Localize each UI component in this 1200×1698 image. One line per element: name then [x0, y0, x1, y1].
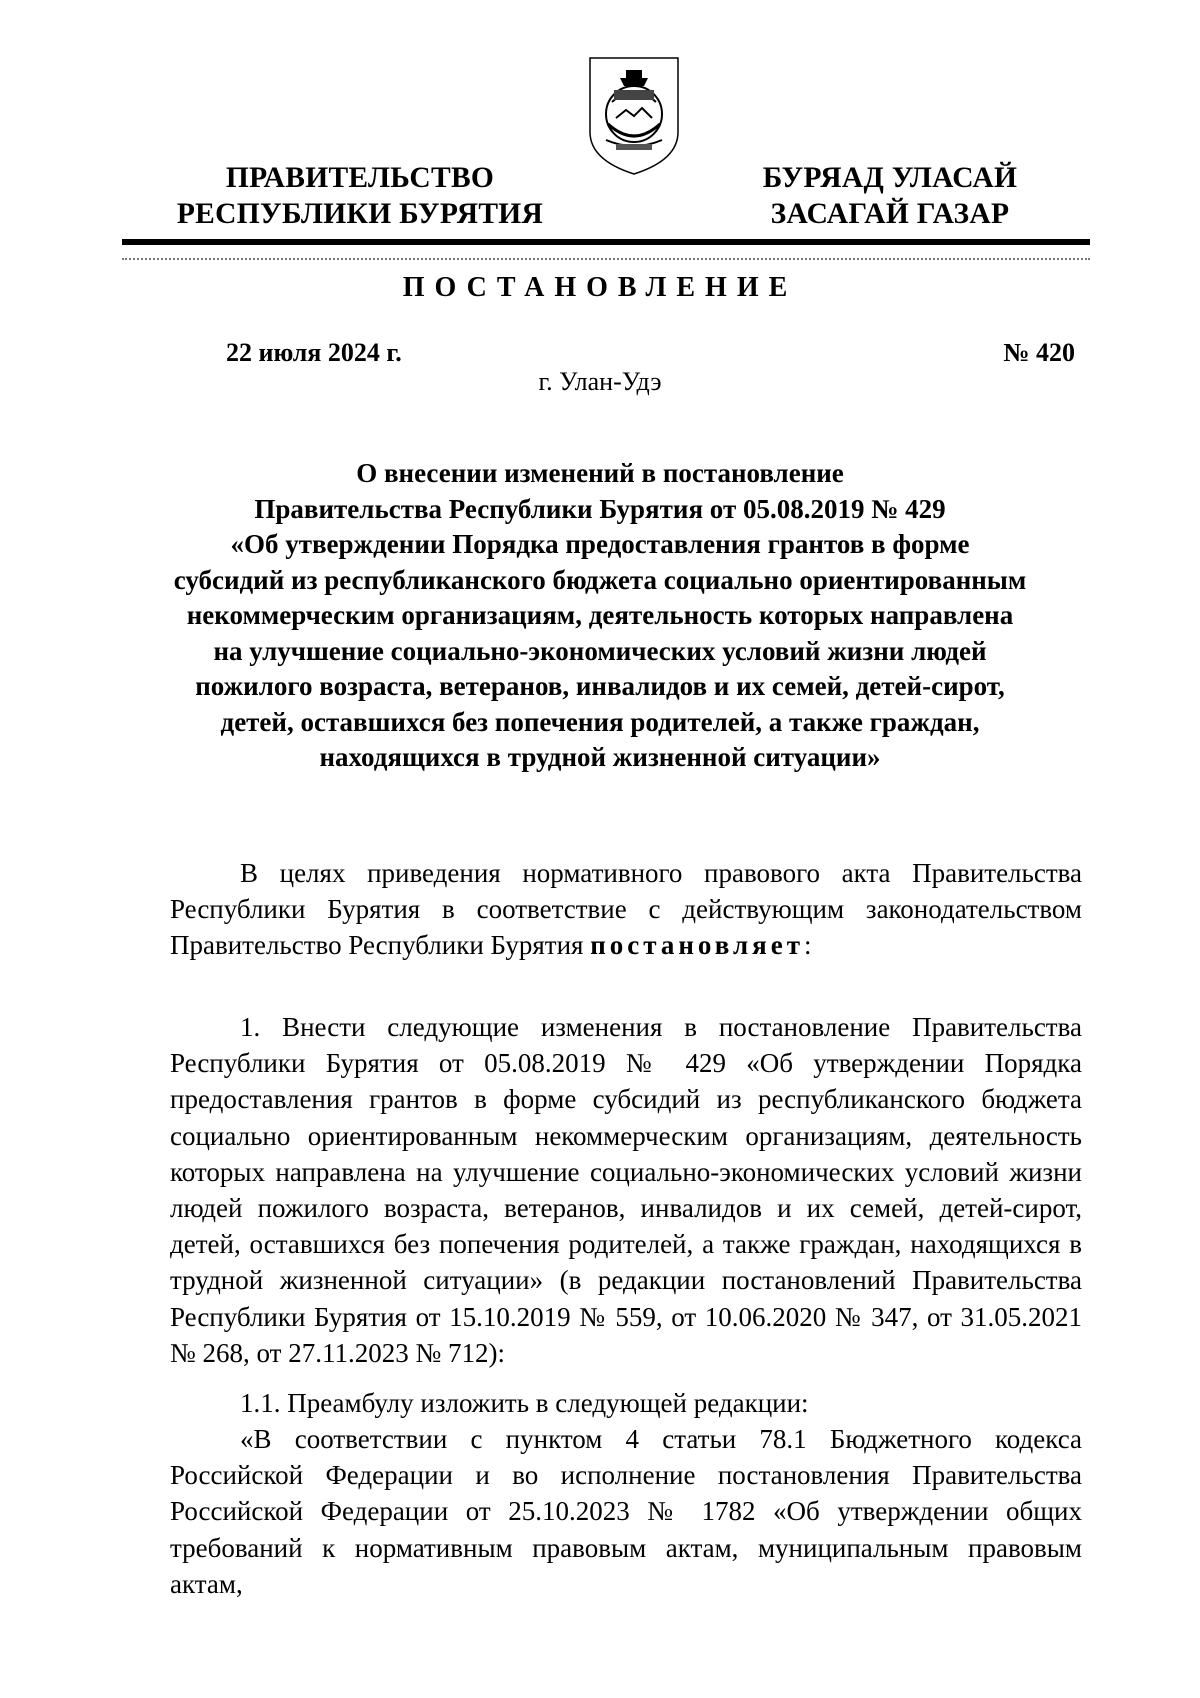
item-1-1-paragraph: 1.1. Преамбулу изложить в следующей редакции:: [240, 1388, 809, 1418]
title-line: субсидий из республиканского бюджета социально ориентированным: [173, 564, 1027, 595]
title-line: детей, оставшихся без попечения родителей, а также граждан,: [220, 706, 980, 737]
title-line: «Об утверждении Порядка предоставления грантов в форме: [230, 529, 970, 559]
preamble-paragraph: [170, 855, 1082, 964]
issuer-right-line1: БУРЯАД УЛАСАЙ: [762, 162, 1018, 194]
document-city: г. Улан-Удэ: [538, 367, 662, 396]
title-line: пожилого возраста, ветеранов, инвалидов и их семей, детей-сирот,: [195, 671, 1005, 701]
quote-paragraph: «В соответствии с пунктом 4 статьи 78.1 Бюджетного кодекса Российской Федерации и во исполнение постановления Правительства Российской Федерации от 25.10.2023 № 1782 «Об утверждении общих требований к нормативным правовым актам, муниципальным правовым актам,: [170, 1424, 1082, 1599]
preamble-text: В целях приведения нормативного правового акта Правительства Республики Бурятия в соответствие с действующим законодательством Правительство Республики Бурятия: [170, 858, 1082, 961]
document-title: [160, 456, 1040, 776]
title-line: на улучшение социально-экономических условий жизни людей: [213, 635, 987, 666]
issuer-right: [740, 160, 1040, 232]
decree-word: постановляет: [590, 930, 804, 961]
title-line: находящихся в трудной жизненной ситуации»: [319, 742, 881, 772]
issuer-right-line2: ЗАСАГАЙ ГАЗАР: [770, 198, 1010, 230]
issuer-left-line2: РЕСПУБЛИКИ БУРЯТИЯ: [176, 198, 544, 230]
title-line: О внесении изменений в постановление: [356, 458, 844, 488]
title-line: некоммерческим организациям, деятельность которых направлена: [186, 600, 1014, 630]
issuer-left-line1: ПРАВИТЕЛЬСТВО: [225, 162, 495, 194]
preamble-end: :: [803, 930, 812, 961]
header-divider: [122, 239, 1090, 245]
header-divider-thin: [122, 258, 1090, 260]
document-number: № 420: [1003, 338, 1075, 367]
document-type: ПОСТАНОВЛЕНИЕ: [402, 272, 798, 303]
coat-of-arms-icon: [586, 52, 682, 176]
document-date: 22 июля 2024 г.: [226, 338, 402, 367]
issuer-left: [170, 160, 550, 232]
item-1-paragraph: 1. Внести следующие изменения в постановление Правительства Республики Бурятия от 05.08.2019 № 429 «Об утверждении Порядка предоставления грантов в форме субсидий из республиканского бюджета социально ориентированным некоммерческим организациям, деятельность которых направлена на улучшение социально-экономических условий жизни людей пожилого возраста, ветеранов, инвалидов и их семей, детей-сирот, детей, оставшихся без попечения родителей, а также граждан, находящихся в трудной жизненной ситуации» (в редакции постановлений Правительства Республики Бурятия от 15.10.2019 № 559, от 10.06.2020 № 347, от 31.05.2021 № 268, от 27.11.2023 № 712):: [170, 1012, 1082, 1368]
title-line: Правительства Республики Бурятия от 05.08.2019 № 429: [254, 493, 946, 524]
